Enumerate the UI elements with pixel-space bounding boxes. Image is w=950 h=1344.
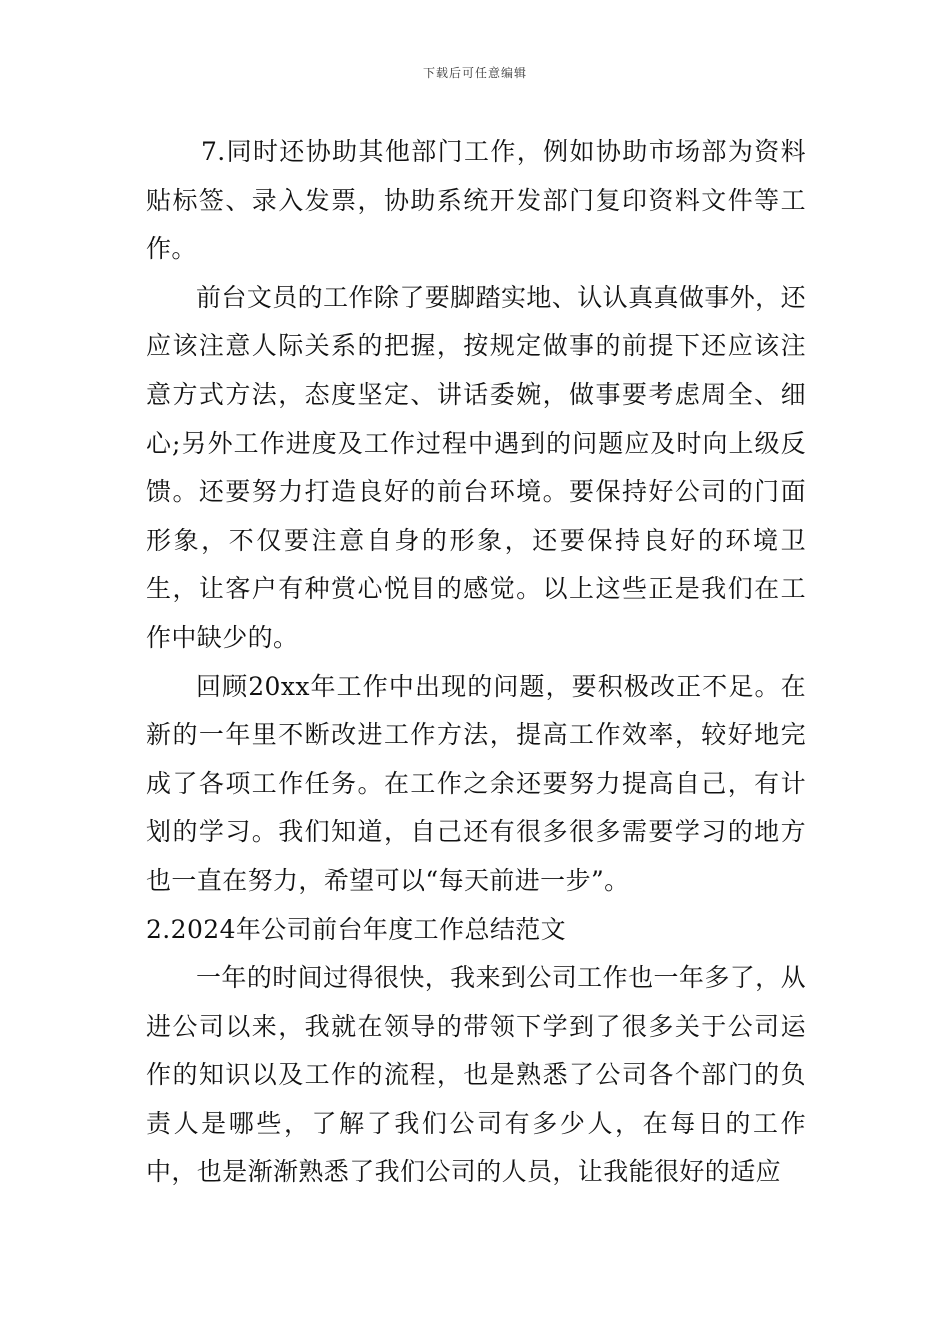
- paragraph-receptionist-duties: 前台文员的工作除了要脚踏实地、认认真真做事外，还应该注意人际关系的把握，按规定做事的前提下还应该注意方式方法，态度坚定、讲话委婉，做事要考虑周全、细心;另外工作进度及工作过程中遇到的问题应及时向上级反馈。还要努力打造良好的前台环境。要保持好公司的门面形象，不仅要注意自身的形象，还要保持良好的环境卫生，让客户有种赏心悦目的感觉。以上这些正是我们在工作中缺少的。: [146, 282, 806, 652]
- section-heading: 2.2024年公司前台年度工作总结范文: [146, 914, 567, 944]
- paragraph-item-7: 7.同时还协助其他部门工作，例如协助市场部为资料贴标签、录入发票，协助系统开发部门复印资料文件等工作。: [146, 137, 806, 264]
- paragraph-year-summary: 一年的时间过得很快，我来到公司工作也一年多了，从进公司以来，我就在领导的带领下学到了很多关于公司运作的知识以及工作的流程，也是熟悉了公司各个部门的负责人是哪些，了解了我们公司有多少人，在每日的工作中，也是渐渐熟悉了我们公司的人员，让我能很好的适应: [146, 963, 806, 1187]
- paragraph-review: 回顾20xx年工作中出现的问题，要积极改正不足。在新的一年里不断改进工作方法，提高工作效率，较好地完成了各项工作任务。在工作之余还要努力提高自己，有计划的学习。我们知道，自己还有很多很多需要学习的地方也一直在努力，希望可以“每天前进一步”。: [146, 671, 806, 895]
- page-header: 下载后可任意编辑: [422, 66, 527, 80]
- document-body: [146, 128, 806, 1197]
